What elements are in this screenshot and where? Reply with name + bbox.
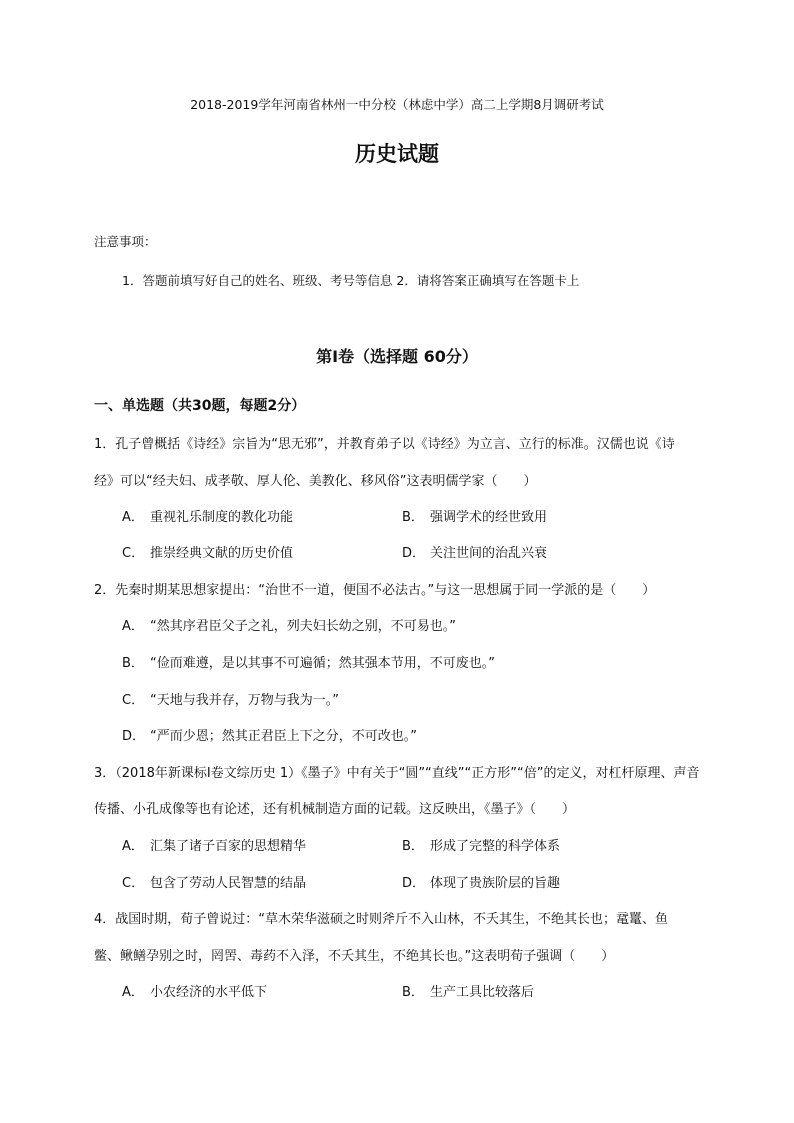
- question-4-option-b: [402, 984, 534, 1002]
- question-2-stem-line-1: 2．先秦时期某思想家提出：“治世不一道，便国不必法古。”与这一思想属于同一学派的是（ ）: [94, 583, 656, 598]
- question-2-option-c: [122, 692, 339, 710]
- section-title: 第I卷（选择题 60分）: [316, 347, 478, 366]
- option-letter: A．: [122, 839, 144, 854]
- question-3-option-a: [122, 838, 306, 856]
- option-text: 小农经济的水平低下: [150, 985, 268, 1000]
- option-text: “严而少恩；然其正君臣上下之分，不可改也。”: [150, 729, 417, 744]
- notice-items: 1．答题前填写好自己的姓名、班级、考号等信息 2．请将答案正确填写在答题卡上: [122, 273, 580, 288]
- option-text: 强调学术的经世致用: [430, 510, 548, 525]
- notice-heading: 注意事项：: [94, 234, 157, 249]
- option-letter: C．: [122, 693, 145, 708]
- option-letter: B．: [402, 839, 424, 854]
- option-letter: D．: [402, 546, 426, 561]
- option-text: 重视礼乐制度的教化功能: [150, 510, 294, 525]
- question-4-option-a: [122, 984, 267, 1002]
- option-text: 关注世间的治乱兴衰: [430, 546, 548, 561]
- option-text: 形成了完整的科学体系: [430, 839, 561, 854]
- question-1-option-c: [122, 545, 293, 563]
- option-text: 生产工具比较落后: [430, 985, 535, 1000]
- question-4-stem-line-2: 鳖、鳅鳝孕别之时，罔罟、毒药不入泽，不夭其生，不绝其长也。”这表明荀子强调（ ）: [94, 949, 615, 964]
- question-2-option-d: [122, 728, 417, 746]
- option-letter: D．: [402, 876, 426, 891]
- question-1-option-a: [122, 509, 293, 527]
- option-letter: B．: [402, 985, 424, 1000]
- question-4-stem-line-1: 4．战国时期，荀子曾说过：“草木荣华滋硕之时则斧斤不入山林，不夭其生，不绝其长也；鼋鼍、鱼: [94, 912, 669, 927]
- option-letter: A．: [122, 985, 144, 1000]
- option-letter: A．: [122, 619, 144, 634]
- option-letter: B．: [402, 510, 424, 525]
- part-heading: 一、单选题（共30题，每题2分）: [94, 398, 306, 414]
- question-3-stem-line-2: 传播、小孔成像等也有论述，还有机械制造方面的记载。这反映出，《墨子》（ ）: [94, 802, 576, 817]
- question-3-option-d: [402, 875, 560, 893]
- option-text: 推崇经典文献的历史价值: [150, 546, 294, 561]
- page-title: 历史试题: [355, 141, 439, 166]
- option-letter: A．: [122, 510, 144, 525]
- option-text: “然其序君臣父子之礼，列夫妇长幼之别，不可易也。”: [150, 619, 456, 634]
- question-2-option-a: [122, 618, 456, 636]
- question-3-stem-line-1: 3．（2018年新课标Ⅰ卷文综历史 1）《墨子》中有关于“圆”“直线”“正方形”“倍”的定义，对杠杆原理、声音: [94, 766, 700, 781]
- option-text: 体现了贵族阶层的旨趣: [430, 876, 561, 891]
- option-text: 包含了劳动人民智慧的结晶: [150, 876, 307, 891]
- option-letter: C．: [122, 876, 145, 891]
- option-letter: D．: [122, 729, 146, 744]
- option-letter: B．: [122, 656, 144, 671]
- option-text: 汇集了诸子百家的思想精华: [150, 839, 307, 854]
- question-1-stem-line-1: 1．孔子曾概括《诗经》宗旨为“思无邪”，并教育弟子以《诗经》为立言、立行的标准。汉儒也说《诗: [94, 437, 675, 452]
- option-text: “俭而难遵，是以其事不可遍循；然其强本节用，不可废也。”: [150, 656, 495, 671]
- question-3-option-b: [402, 838, 560, 856]
- exam-subtitle: 2018-2019学年河南省林州一中分校（林虑中学）高二上学期8月调研考试: [190, 97, 604, 112]
- question-2-option-b: [122, 655, 495, 673]
- option-letter: C．: [122, 546, 145, 561]
- question-1-stem-line-2: 经》可以“经夫妇、成孝敬、厚人伦、美教化、移风俗”这表明儒学家（ ）: [94, 474, 537, 489]
- question-1-option-b: [402, 509, 547, 527]
- question-3-option-c: [122, 875, 306, 893]
- question-1-option-d: [402, 545, 547, 563]
- option-text: “天地与我并存，万物与我为一。”: [150, 693, 339, 708]
